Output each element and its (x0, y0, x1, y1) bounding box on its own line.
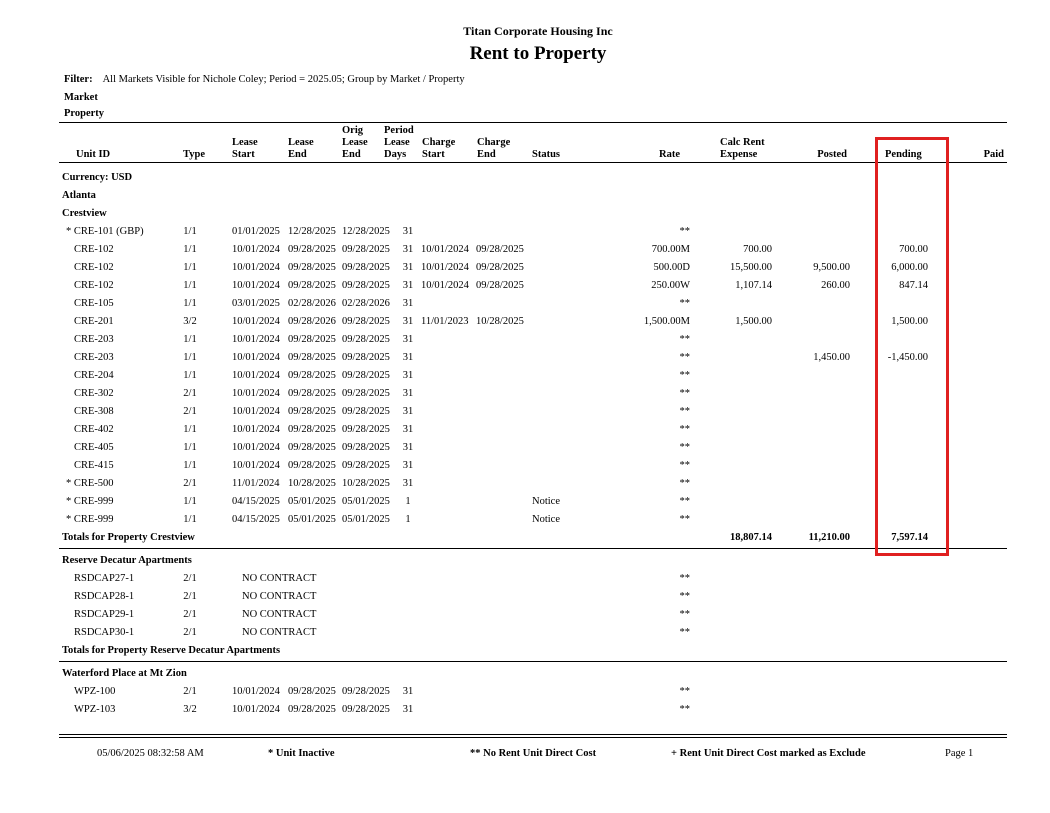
cell-pld: 31 (402, 442, 414, 453)
cell-ole: 09/28/2025 (342, 704, 390, 715)
cell-rate: ** (679, 334, 690, 345)
filter-text: All Markets Visible for Nichole Coley; Period = 2025.05; Group by Market / Property (102, 74, 465, 85)
cell-rate: ** (679, 388, 690, 399)
cell-ole: 12/28/2025 (342, 226, 390, 237)
cell-pld: 31 (402, 424, 414, 435)
cell-unit: WPZ-100 (74, 686, 116, 697)
cell-ole: 09/28/2025 (342, 262, 390, 273)
cell-unit: CRE-102 (74, 280, 114, 291)
header-bottom-rule (59, 162, 1007, 163)
cell-type: 2/1 (183, 609, 197, 620)
cell-ce: 09/28/2025 (476, 244, 524, 255)
cell-le: 09/28/2025 (288, 280, 336, 291)
cell-le: 10/28/2025 (288, 478, 336, 489)
footer-page-number: Page 1 (945, 748, 974, 759)
cell-pending: 700.00 (899, 244, 928, 255)
cell-ole: 09/28/2025 (342, 406, 390, 417)
cell-cs: 10/01/2024 (421, 262, 469, 273)
cell-ls: 11/01/2024 (232, 478, 280, 489)
cell-rate: ** (679, 460, 690, 471)
filter-line (64, 74, 465, 85)
column-header-unit: Unit ID (76, 149, 111, 160)
column-header-pending: Pending (885, 149, 922, 160)
cell-type: 2/1 (183, 627, 197, 638)
cell-le: 09/28/2025 (288, 406, 336, 417)
cell-type: 1/1 (183, 370, 197, 381)
cell-ls: 10/01/2024 (232, 244, 280, 255)
cell-pld: 31 (402, 316, 414, 327)
cell-posted: 9,500.00 (813, 262, 850, 273)
cell-type: 1/1 (183, 262, 197, 273)
cell-pld: 31 (402, 686, 414, 697)
cell-le: 09/28/2025 (288, 460, 336, 471)
cell-type: 1/1 (183, 442, 197, 453)
cell-ce: 10/28/2025 (476, 316, 524, 327)
cell-ce: 09/28/2025 (476, 262, 524, 273)
cell-unit: CRE-302 (74, 388, 114, 399)
cell-pld: 31 (402, 704, 414, 715)
column-header-pld: Days (384, 149, 407, 160)
cell-ole: 09/28/2025 (342, 280, 390, 291)
cell-ole: 09/28/2025 (342, 424, 390, 435)
column-header-paid: Paid (983, 149, 1004, 160)
cell-calc: 15,500.00 (730, 262, 772, 273)
column-header-posted: Posted (817, 149, 847, 160)
column-header-calc: Expense (720, 149, 758, 160)
cell-pld: 1 (405, 496, 411, 507)
cell-rate: ** (679, 406, 690, 417)
cell-unit: CRE-105 (74, 298, 114, 309)
cell-ole: 05/01/2025 (342, 514, 390, 525)
cell-type: 2/1 (183, 573, 197, 584)
cell-ls: 10/01/2024 (232, 442, 280, 453)
totals-posted: 11,210.00 (808, 532, 850, 543)
cell-calc: 1,500.00 (735, 316, 772, 327)
cell-rate: ** (679, 424, 690, 435)
column-header-rate: Rate (659, 149, 680, 160)
cell-rate: ** (679, 370, 690, 381)
group-market-label: Market (64, 92, 98, 103)
cell-ls: 10/01/2024 (232, 704, 280, 715)
cell-calc: 700.00 (743, 244, 772, 255)
cell-le: 09/28/2025 (288, 704, 336, 715)
cell-pld: 1 (405, 514, 411, 525)
cell-unit: RSDCAP30-1 (74, 627, 135, 638)
cell-calc: 1,107.14 (735, 280, 772, 291)
cell-rate: ** (679, 609, 690, 620)
cell-unit: RSDCAP27-1 (74, 573, 135, 584)
cell-type: 2/1 (183, 406, 197, 417)
cell-le: 05/01/2025 (288, 496, 336, 507)
cell-le: 09/28/2025 (288, 388, 336, 399)
cell-pld: 31 (402, 460, 414, 471)
cell-type: 1/1 (183, 280, 197, 291)
cell-unit: CRE-203 (74, 352, 114, 363)
company-name: Titan Corporate Housing Inc (463, 24, 613, 38)
cell-type: 1/1 (183, 298, 197, 309)
cell-rate: ** (679, 514, 690, 525)
cell-no-contract: NO CONTRACT (242, 609, 317, 620)
cell-type: 2/1 (183, 388, 197, 399)
cell-unit: CRE-203 (74, 334, 114, 345)
cell-le: 09/28/2025 (288, 244, 336, 255)
column-header-cs: Start (422, 149, 445, 160)
cell-pending: 1,500.00 (891, 316, 928, 327)
cell-ls: 10/01/2024 (232, 388, 280, 399)
cell-pld: 31 (402, 370, 414, 381)
cell-ole: 10/28/2025 (342, 478, 390, 489)
cell-ls: 10/01/2024 (232, 352, 280, 363)
cell-rate: ** (679, 442, 690, 453)
cell-pld: 31 (402, 262, 414, 273)
cell-ls: 10/01/2024 (232, 262, 280, 273)
currency-label: Currency: USD (62, 172, 133, 183)
cell-le: 09/28/2025 (288, 686, 336, 697)
cell-unit: CRE-201 (74, 316, 114, 327)
cell-pld: 31 (402, 244, 414, 255)
cell-rate: 700.00M (651, 244, 690, 255)
cell-type: 1/1 (183, 460, 197, 471)
cell-ls: 10/01/2024 (232, 406, 280, 417)
header-top-rule (59, 122, 1007, 123)
filter-label: Filter: (64, 74, 93, 85)
cell-posted: 260.00 (821, 280, 850, 291)
cell-rate: ** (679, 627, 690, 638)
column-header-status: Status (532, 149, 561, 160)
cell-ce: 09/28/2025 (476, 280, 524, 291)
totals-rule (59, 548, 1007, 549)
cell-le: 09/28/2025 (288, 442, 336, 453)
cell-ls: 10/01/2024 (232, 460, 280, 471)
cell-ls: 10/01/2024 (232, 370, 280, 381)
cell-unit: CRE-308 (74, 406, 114, 417)
column-header-pld: Lease (384, 137, 410, 148)
footer-legend-exclude: + Rent Unit Direct Cost marked as Exclude (671, 748, 866, 759)
footer-legend-no-cost: ** No Rent Unit Direct Cost (470, 748, 597, 759)
cell-le: 05/01/2025 (288, 514, 336, 525)
cell-unit: CRE-415 (74, 460, 114, 471)
cell-no-contract: NO CONTRACT (242, 591, 317, 602)
pending-highlight-box (875, 137, 949, 556)
column-header-ls: Lease (232, 137, 258, 148)
report-title: Rent to Property (469, 43, 607, 64)
cell-ole: 09/28/2025 (342, 442, 390, 453)
cell-rate: ** (679, 704, 690, 715)
cell-unit: RSDCAP28-1 (74, 591, 135, 602)
column-header-pld: Period (384, 125, 414, 136)
cell-ls: 10/01/2024 (232, 280, 280, 291)
cell-unit: WPZ-103 (74, 704, 116, 715)
totals-label: Totals for Property Crestview (62, 532, 195, 543)
cell-unit: * CRE-500 (66, 478, 114, 489)
cell-type: 1/1 (183, 424, 197, 435)
column-header-le: End (288, 149, 307, 160)
cell-pld: 31 (402, 280, 414, 291)
cell-rate: 250.00W (651, 280, 690, 291)
cell-unit: RSDCAP29-1 (74, 609, 135, 620)
cell-unit: CRE-405 (74, 442, 114, 453)
cell-le: 09/28/2025 (288, 370, 336, 381)
cell-le: 02/28/2026 (288, 298, 336, 309)
totals-pending: 7,597.14 (891, 532, 928, 543)
cell-ole: 09/28/2025 (342, 460, 390, 471)
cell-le: 12/28/2025 (288, 226, 336, 237)
cell-status: Notice (532, 496, 560, 507)
cell-cs: 10/01/2024 (421, 244, 469, 255)
column-header-type: Type (183, 149, 205, 160)
totals-label: Totals for Property Reserve Decatur Apartments (62, 645, 281, 656)
cell-type: 3/2 (183, 704, 197, 715)
footer-timestamp: 05/06/2025 08:32:58 AM (97, 748, 204, 759)
cell-ole: 09/28/2025 (342, 244, 390, 255)
cell-cs: 11/01/2023 (421, 316, 469, 327)
cell-type: 1/1 (183, 244, 197, 255)
cell-rate: ** (679, 591, 690, 602)
group-property-label: Property (64, 108, 105, 119)
cell-unit: * CRE-999 (66, 514, 114, 525)
cell-no-contract: NO CONTRACT (242, 627, 317, 638)
cell-rate: 1,500.00M (643, 316, 690, 327)
cell-ls: 10/01/2024 (232, 334, 280, 345)
market-name: Atlanta (62, 190, 96, 201)
cell-type: 1/1 (183, 352, 197, 363)
cell-status: Notice (532, 514, 560, 525)
column-header-calc: Calc Rent (720, 137, 765, 148)
cell-ls: 10/01/2024 (232, 316, 280, 327)
totals-calc: 18,807.14 (730, 532, 772, 543)
cell-type: 2/1 (183, 478, 197, 489)
cell-type: 1/1 (183, 514, 197, 525)
totals-rule (59, 661, 1007, 662)
cell-pld: 31 (402, 298, 414, 309)
column-header-ce: End (477, 149, 496, 160)
cell-rate: ** (679, 226, 690, 237)
footer-rule-1 (59, 734, 1007, 735)
cell-rate: ** (679, 352, 690, 363)
cell-unit: CRE-102 (74, 244, 114, 255)
cell-ole: 09/28/2025 (342, 686, 390, 697)
cell-ole: 09/28/2025 (342, 334, 390, 345)
column-header-ole: End (342, 149, 361, 160)
property-name: Waterford Place at Mt Zion (62, 668, 187, 679)
cell-pld: 31 (402, 226, 414, 237)
cell-ole: 09/28/2025 (342, 352, 390, 363)
cell-pending: 6,000.00 (891, 262, 928, 273)
cell-type: 1/1 (183, 334, 197, 345)
cell-pld: 31 (402, 334, 414, 345)
cell-le: 09/28/2025 (288, 334, 336, 345)
column-header-ole: Orig (342, 125, 363, 136)
cell-pending: 847.14 (899, 280, 928, 291)
column-header-le: Lease (288, 137, 314, 148)
cell-unit: CRE-102 (74, 262, 114, 273)
cell-rate: ** (679, 478, 690, 489)
cell-rate: ** (679, 298, 690, 309)
cell-pending: -1,450.00 (887, 352, 928, 363)
cell-no-contract: NO CONTRACT (242, 573, 317, 584)
cell-pld: 31 (402, 478, 414, 489)
cell-ole: 02/28/2026 (342, 298, 390, 309)
cell-le: 09/28/2026 (288, 316, 336, 327)
cell-le: 09/28/2025 (288, 262, 336, 273)
cell-ls: 04/15/2025 (232, 496, 280, 507)
footer-legend-inactive: * Unit Inactive (268, 748, 335, 759)
cell-rate: ** (679, 496, 690, 507)
cell-unit: * CRE-101 (GBP) (66, 226, 144, 237)
cell-unit: CRE-402 (74, 424, 114, 435)
cell-type: 2/1 (183, 686, 197, 697)
footer-rule-2 (59, 737, 1007, 738)
cell-unit: * CRE-999 (66, 496, 114, 507)
cell-le: 09/28/2025 (288, 424, 336, 435)
cell-type: 1/1 (183, 226, 197, 237)
cell-rate: ** (679, 686, 690, 697)
column-header-ce: Charge (477, 137, 511, 148)
cell-ls: 01/01/2025 (232, 226, 280, 237)
cell-cs: 10/01/2024 (421, 280, 469, 291)
cell-rate: ** (679, 573, 690, 584)
cell-le: 09/28/2025 (288, 352, 336, 363)
cell-rate: 500.00D (653, 262, 690, 273)
cell-pld: 31 (402, 352, 414, 363)
property-name: Crestview (62, 208, 107, 219)
cell-ole: 05/01/2025 (342, 496, 390, 507)
cell-ole: 09/28/2025 (342, 316, 390, 327)
cell-ls: 10/01/2024 (232, 424, 280, 435)
cell-ole: 09/28/2025 (342, 370, 390, 381)
cell-ole: 09/28/2025 (342, 388, 390, 399)
cell-ls: 03/01/2025 (232, 298, 280, 309)
column-header-ls: Start (232, 149, 255, 160)
cell-type: 3/2 (183, 316, 197, 327)
cell-pld: 31 (402, 388, 414, 399)
cell-type: 2/1 (183, 591, 197, 602)
cell-ls: 04/15/2025 (232, 514, 280, 525)
cell-pld: 31 (402, 406, 414, 417)
property-name: Reserve Decatur Apartments (62, 555, 192, 566)
cell-unit: CRE-204 (74, 370, 114, 381)
column-header-ole: Lease (342, 137, 368, 148)
column-header-cs: Charge (422, 137, 456, 148)
cell-ls: 10/01/2024 (232, 686, 280, 697)
cell-posted: 1,450.00 (813, 352, 850, 363)
cell-type: 1/1 (183, 496, 197, 507)
